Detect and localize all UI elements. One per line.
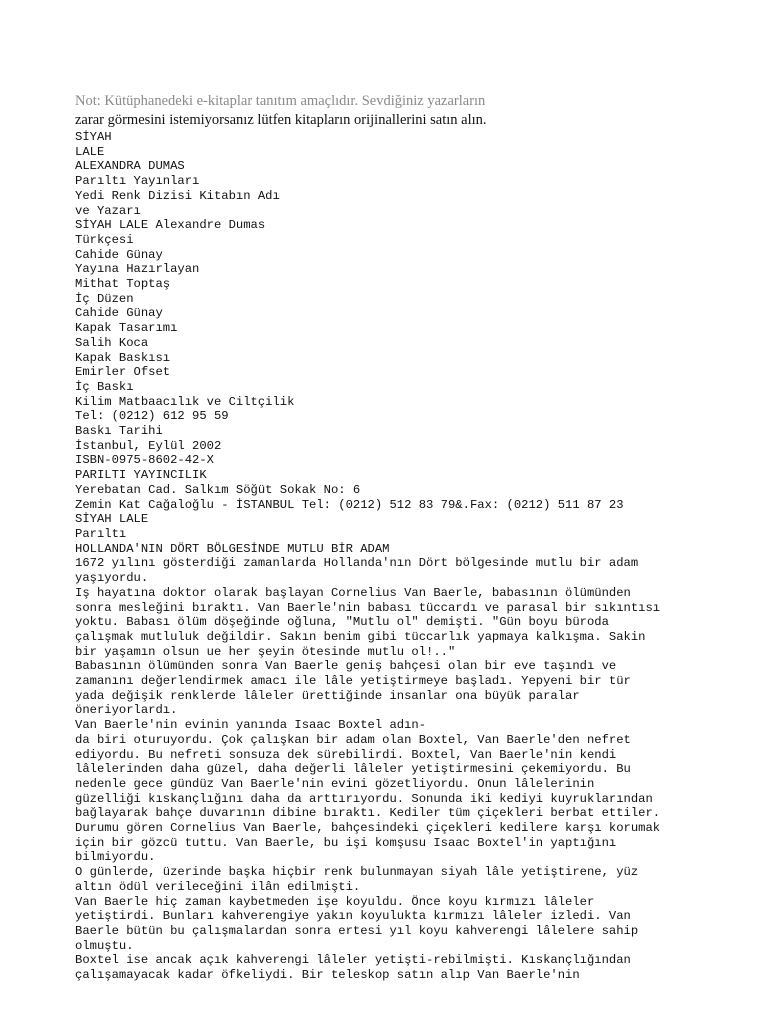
text-line: Babasının ölümünden sonra Van Baerle geniş bahçesi olan bir eve taşındı ve (75, 659, 617, 674)
text-line: SİYAH LALE Alexandre Dumas (75, 218, 266, 233)
text-line: bir yaşamın olsun ue her şeyin ötesinde mutlu ol!.." (75, 644, 456, 659)
text-line: Baskı Tarihi (75, 424, 163, 439)
text-line: ediyordu. Bu nefreti sonsuza dek sürebilirdi. Boxtel, Van Baerle'nin kendi (75, 747, 617, 762)
text-line: İç Baskı (75, 379, 134, 394)
text-line: Parıltı Yayınları (75, 174, 200, 189)
text-line: bağlayarak bahçe duvarının dibine bıraktı. Kediler tüm çiçekleri berbat ettiler. (75, 806, 661, 821)
text-line: da biri oturuyordu. Çok çalışkan bir adam olan Boxtel, Van Baerle'den nefret (75, 732, 631, 747)
text-line: Baerle bütün bu çalışmalardan sonra ertesi yıl koyu kahverengi lâlelere sahip (75, 923, 639, 938)
text-line: Salih Koca (75, 335, 149, 350)
text-line: çalışmak mutluluk değildir. Sakın benim gibi tüccarlık yapmaya kalkışma. Sakin (75, 629, 646, 644)
document-page (75, 92, 755, 983)
text-line: lâlelerinden daha güzel, daha değerli lâleler yetiştirmesini çekemiyordu. Bu (75, 762, 631, 777)
text-line: sonra mesleğini bıraktı. Van Baerle'nin babası tüccardı ve parasal bir sıkıntısı (75, 600, 661, 615)
text-line: Cahide Günay (75, 247, 163, 262)
text-line: yada değişik renklerde lâleler ürettiğinde insanlar ona büyük paralar (75, 688, 580, 703)
text-line: Zemin Kat Cağaloğlu - İSTANBUL Tel: (0212) 512 83 79&.Fax: (0212) 511 87 23 (75, 497, 624, 512)
text-line: Iş hayatına doktor olarak başlayan Cornelius Van Baerle, babasının ölümünden (75, 585, 631, 600)
text-line: Yayına Hazırlayan (75, 262, 200, 277)
text-line: öneriyorlardı. (75, 703, 178, 718)
text-line: güzelliği kıskançlığını daha da arttırıyordu. Sonunda iki kediyi kuyruklarından (75, 791, 653, 806)
text-line: Türkçesi (75, 232, 134, 247)
text-line: çalışamayacak kadar öfkeliydi. Bir teleskop satın alıp Van Baerle'nin (75, 968, 580, 983)
library-notice-line-1: Not: Kütüphanedeki e-kitaplar tanıtım amaçlıdır. Sevdiğiniz yazarların (75, 93, 486, 109)
text-line: yaşıyordu. (75, 571, 149, 586)
text-line: SİYAH (75, 130, 112, 144)
text-line: İç Düzen (75, 291, 134, 306)
text-line: Emirler Ofset (75, 365, 171, 380)
text-line: yetiştirdi. Bunları kahverengiye yakın koyulukta kırmızı lâleler izledi. Van (75, 909, 631, 924)
text-line: nedenle gece gündüz Van Baerle'nin evini gözetliyordu. Onun lâlelerinin (75, 776, 595, 791)
text-line: İstanbul, Eylül 2002 (75, 438, 222, 453)
text-line: Van Baerle hiç zaman kaybetmeden işe koyuldu. Önce koyu kırmızı lâleler (75, 894, 595, 909)
text-line: olmuştu. (75, 938, 134, 953)
text-line: O günlerde, üzerinde başka hiçbir renk bulunmayan siyah lâle yetiştirene, yüz (75, 865, 639, 880)
library-notice-line-2: zarar görmesini istemiyorsanız lütfen kitapların orijinallerini satın alın. (75, 112, 487, 128)
text-line: Cahide Günay (75, 306, 163, 321)
text-line: Kapak Tasarımı (75, 321, 178, 336)
text-line: PARILTI YAYINCILIK (75, 468, 207, 483)
text-line: zamanını değerlendirmek amacı ile lâle yetiştirmeye başladı. Yepyeni bir tür (75, 674, 631, 689)
text-line: Yerebatan Cad. Salkım Söğüt Sokak No: 6 (75, 482, 361, 497)
text-line: Van Baerle'nin evinin yanında Isaac Boxtel adın- (75, 718, 427, 733)
text-line: altın ödül verileceğini ilân edilmişti. (75, 879, 361, 894)
text-line: Tel: (0212) 612 95 59 (75, 409, 229, 424)
text-line: Boxtel ise ancak açık kahverengi lâleler yetişti-rebilmişti. Kıskançlığından (75, 953, 631, 968)
text-line: Durumu gören Cornelius Van Baerle, bahçesindeki çiçekleri kedilere karşı korumak (75, 821, 661, 836)
text-line: ALEXANDRA DUMAS (75, 159, 185, 174)
text-line: yoktu. Babası ölüm döşeğinde oğluna, "Mutlu ol" demişti. "Gün boyu büroda (75, 615, 609, 630)
text-line: bilmiyordu. (75, 850, 156, 865)
text-line: HOLLANDA'NIN DÖRT BÖLGESİNDE MUTLU BİR ADAM (75, 541, 390, 556)
text-line: Yedi Renk Dizisi Kitabın Adı (75, 188, 280, 203)
book-text (75, 130, 755, 983)
text-line: Kapak Baskısı (75, 350, 171, 365)
text-line: LALE (75, 144, 105, 159)
text-line: ISBN-0975-8602-42-X (75, 453, 214, 468)
text-line: Kilim Matbaacılık ve Ciltçilik (75, 394, 295, 409)
text-line: için bir gözcü tuttu. Van Baerle, bu işi komşusu Isaac Boxtel'in yaptığını (75, 835, 617, 850)
text-line: SİYAH LALE (75, 512, 149, 527)
text-line: ve Yazarı (75, 203, 141, 218)
text-line: 1672 yılını gösterdiği zamanlarda Hollanda'nın Dört bölgesinde mutlu bir adam (75, 556, 639, 571)
text-line: Mithat Toptaş (75, 277, 171, 292)
text-line: Parıltı (75, 526, 127, 541)
